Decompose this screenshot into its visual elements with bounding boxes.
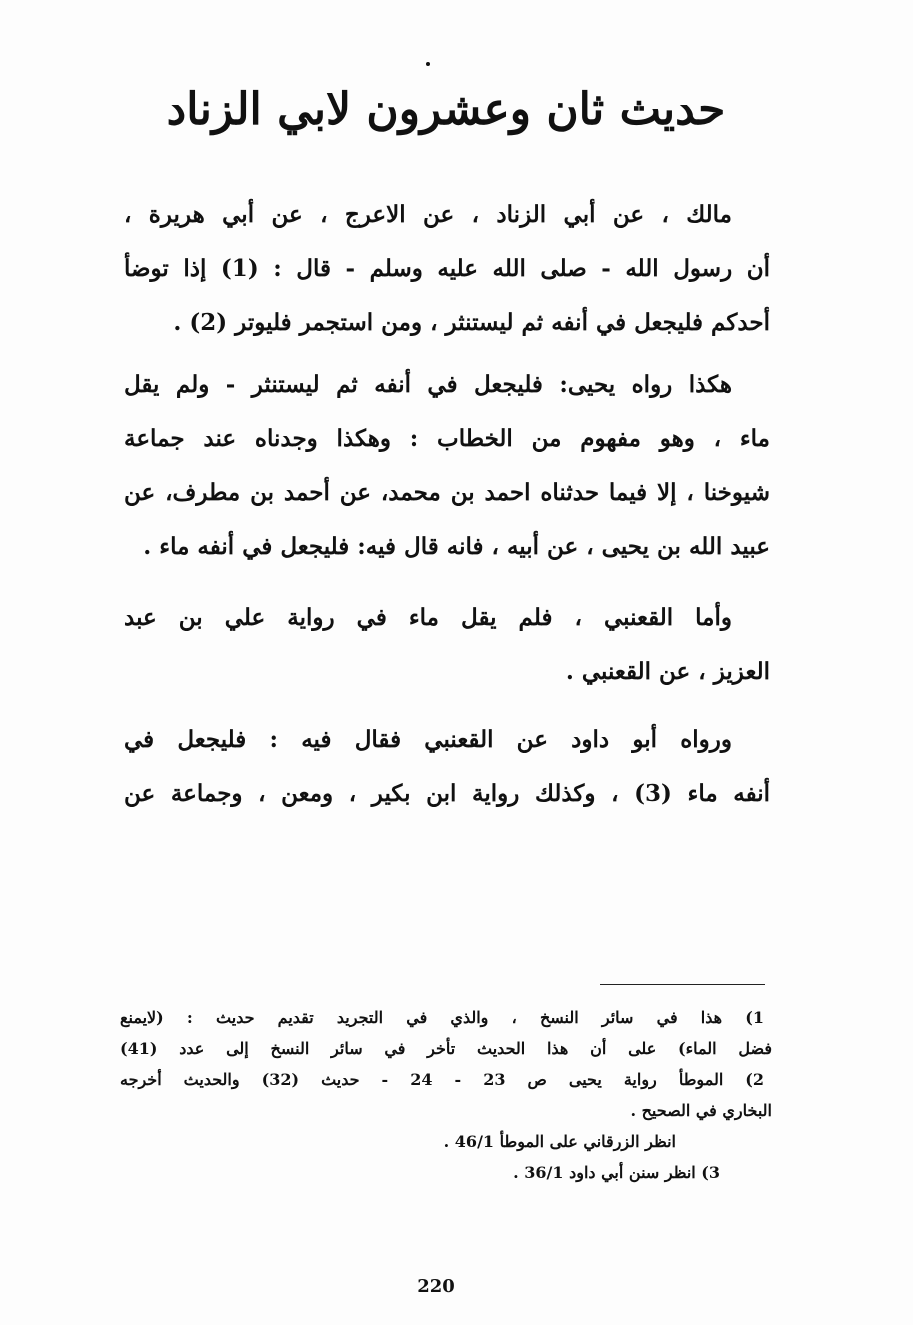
footnote-separator [600, 984, 765, 985]
paragraph-line: مالك ، عن أبي الزناد ، عن الاعرج ، عن أبي هريرة ، [124, 201, 732, 228]
paragraph-1 [124, 188, 770, 350]
paragraph-line: شيوخنا ، إلا فيما حدثناه احمد بن محمد، عن أحمد بن مطرف، عن [124, 479, 770, 506]
decorative-dot [426, 62, 430, 66]
paragraph-line: أنفه ماء (3) ، وكذلك رواية ابن بكير ، ومعن ، وجماعة عن [124, 780, 770, 807]
page-title: حديث ثان وعشرون لابي الزناد [166, 84, 726, 135]
paragraph-line: وأما القعنبي ، فلم يقل ماء في رواية علي بن عبد [124, 604, 732, 631]
footnote-line: 1) هذا في سائر النسخ ، والذي في التجريد تقديم حديث : (لايمنع [120, 1008, 764, 1027]
paragraph-line: أحدكم فليجعل في أنفه ثم ليستنثر ، ومن استجمر فليوتر (2) . [173, 309, 770, 336]
footnote-line: انظر الزرقاني على الموطأ 46/1 . [443, 1132, 676, 1151]
paragraph-3 [124, 591, 770, 699]
footnote-line: 3) انظر سنن أبي داود 36/1 . [513, 1163, 720, 1182]
footnote-line: 2) الموطأ رواية يحيى ص 23 - 24 - حديث (32) والحديث أخرجه [120, 1070, 764, 1089]
paragraph-line: ماء ، وهو مفهوم من الخطاب : وهكذا وجدناه عند جماعة [124, 425, 770, 452]
footnotes [120, 1002, 772, 1188]
paragraph-2 [124, 358, 770, 574]
paragraph-line: هكذا رواه يحيى: فليجعل في أنفه ثم ليستنثر - ولم يقل [124, 371, 732, 398]
footnote-line: البخاري في الصحيح . [630, 1101, 772, 1120]
paragraph-4 [124, 713, 770, 821]
paragraph-line: عبيد الله بن يحيى ، عن أبيه ، فانه قال فيه: فليجعل في أنفه ماء . [143, 533, 770, 560]
page-number: 220 [417, 1276, 455, 1297]
paragraph-line: العزيز ، عن القعنبي . [565, 658, 770, 685]
footnote-line: فضل الماء) على أن هذا الحديث تأخر في سائر النسخ إلى عدد (41) [120, 1039, 772, 1058]
paragraph-line: ورواه أبو داود عن القعنبي فقال فيه : فليجعل في [124, 726, 732, 753]
paragraph-line: أن رسول الله - صلى الله عليه وسلم - قال : (1) إذا توضأ [124, 255, 770, 282]
